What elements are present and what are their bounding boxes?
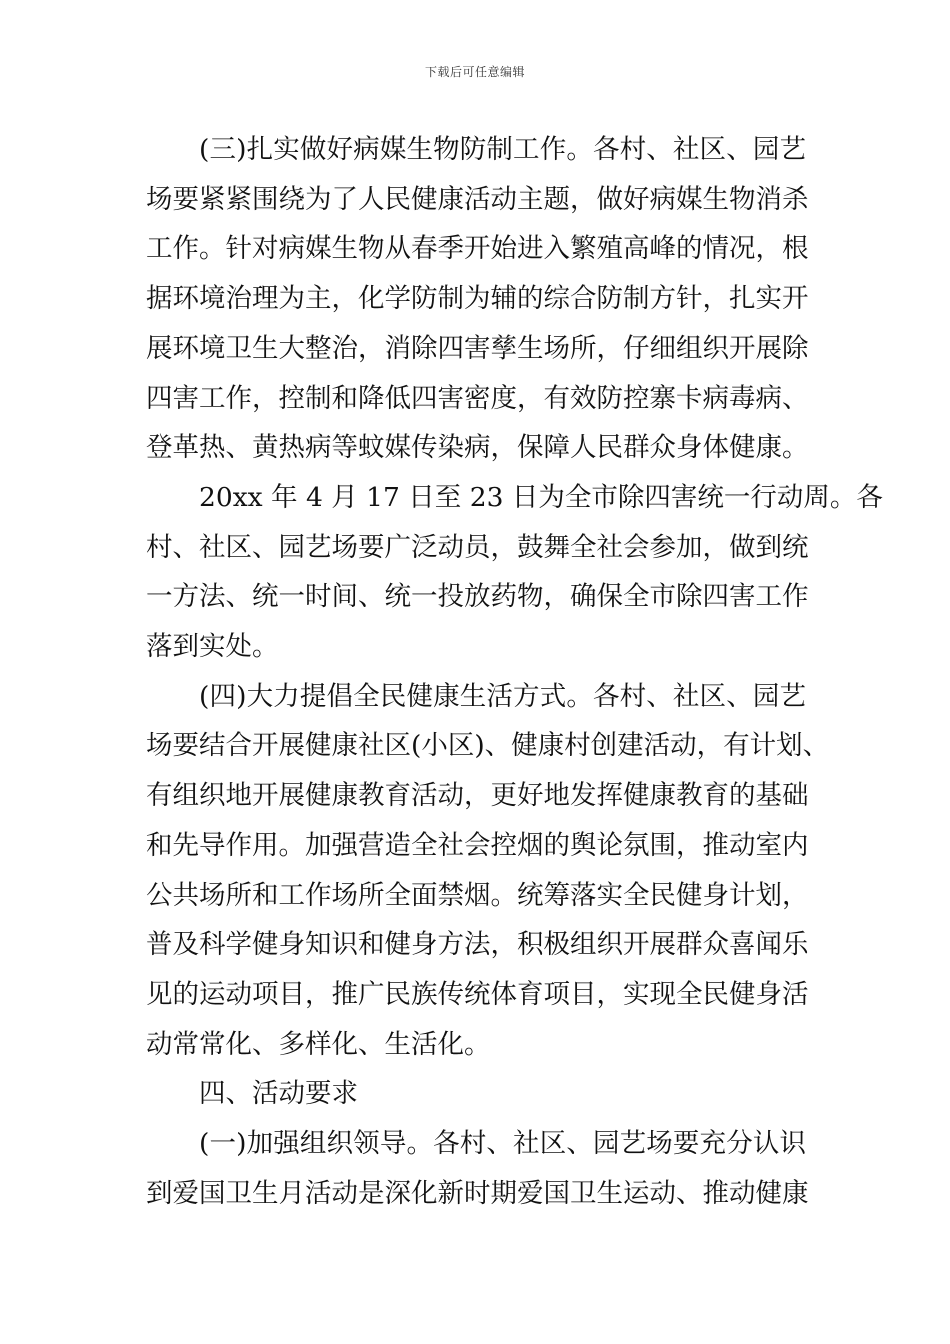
paragraph-line: 展环境卫生大整治，消除四害孳生场所，仔细组织开展除: [146, 332, 809, 364]
paragraph-line: (三)扎实做好病媒生物防制工作。各村、社区、园艺: [199, 134, 806, 165]
paragraph-line: 场要紧紧围绕为了人民健康活动主题，做好病媒生物消杀: [146, 183, 809, 215]
paragraph-line: 有组织地开展健康教育活动，更好地发挥健康教育的基础: [146, 780, 809, 812]
paragraph-line: (一)加强组织领导。各村、社区、园艺场要充分认识: [199, 1128, 806, 1160]
paragraph-organization: [146, 1119, 809, 1218]
paragraph-vector-control: [146, 125, 809, 473]
paragraph-line: 动常常化、多样化、生活化。: [146, 1028, 491, 1060]
paragraph-line: 村、社区、园艺场要广泛动员，鼓舞全社会参加，做到统: [146, 531, 809, 563]
paragraph-action-week: [146, 473, 883, 672]
paragraph-line: 场要结合开展健康社区(小区)、健康村创建活动，有计划、: [146, 730, 830, 762]
paragraph-line: 普及科学健身知识和健身方法，积极组织开展群众喜闻乐: [146, 929, 809, 961]
section-heading: [146, 1069, 806, 1119]
paragraph-line: 四害工作，控制和降低四害密度，有效防控寨卡病毒病、: [146, 382, 809, 414]
paragraph-line: 登革热、黄热病等蚊媒传染病，保障人民群众身体健康。: [146, 432, 809, 464]
paragraph-line: 据环境治理为主，化学防制为辅的综合防制方针，扎实开: [146, 283, 809, 315]
paragraph-line: 公共场所和工作场所全面禁烟。统筹落实全民健身计划，: [146, 879, 809, 911]
paragraph-line: 20xx 年 4 月 17 日至 23 日为全市除四害统一行动周。各: [199, 481, 883, 513]
document-body: [146, 125, 883, 1218]
paragraph-line: 落到实处。: [146, 631, 279, 663]
page-header: 下载后可任意编辑: [424, 65, 525, 79]
paragraph-line: (四)大力提倡全民健康生活方式。各村、社区、园艺: [199, 680, 806, 712]
paragraph-line: 和先导作用。加强营造全社会控烟的舆论氛围，推动室内: [146, 829, 809, 861]
paragraph-line: 到爱国卫生月活动是深化新时期爱国卫生运动、推动健康: [146, 1177, 809, 1209]
paragraph-line: 工作。针对病媒生物从春季开始进入繁殖高峰的情况，根: [146, 233, 809, 265]
paragraph-line: 一方法、统一时间、统一投放药物，确保全市除四害工作: [146, 581, 809, 613]
section-heading-text: 四、活动要求: [199, 1078, 358, 1110]
paragraph-healthy-lifestyle: [146, 672, 830, 1070]
paragraph-line: 见的运动项目，推广民族传统体育项目，实现全民健身活: [146, 978, 809, 1010]
